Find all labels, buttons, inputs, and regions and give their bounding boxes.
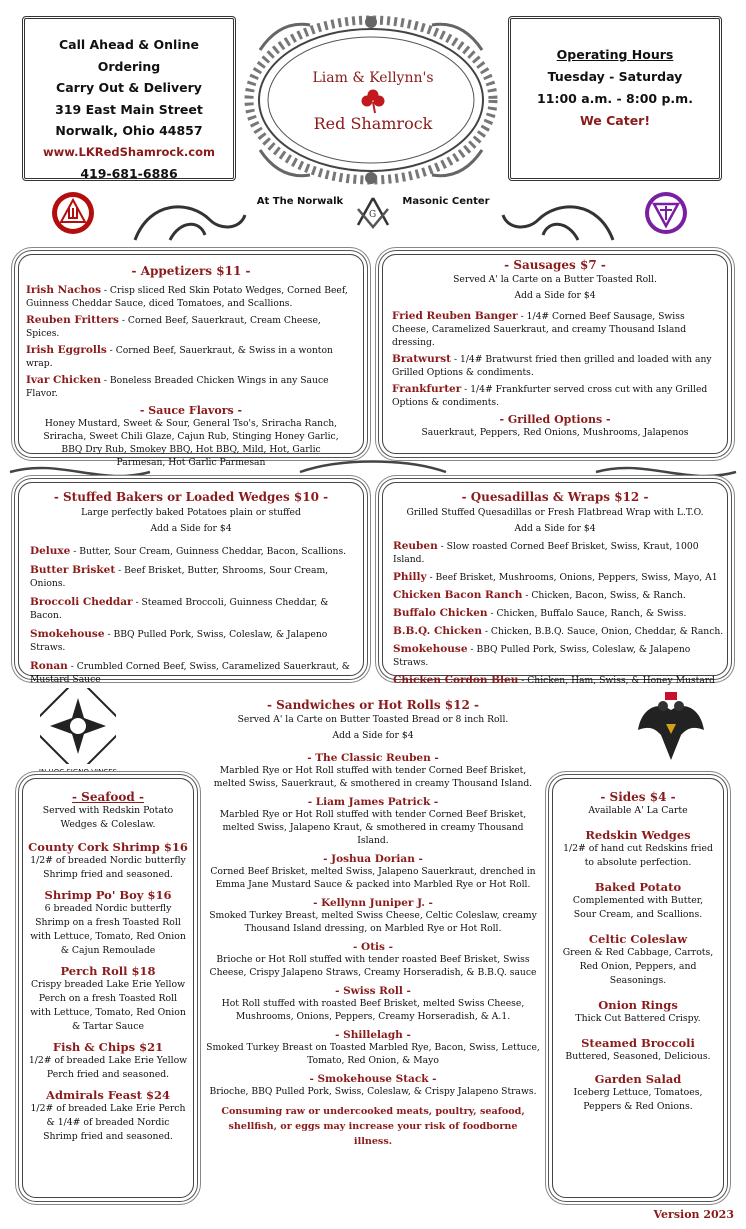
hours-time: 11:00 a.m. - 8:00 p.m. <box>537 91 693 106</box>
menu-item: Irish Nachos - Crisp sliced Red Skin Potato Wedges, Corned Beef, Guinness Cheddar Sauce, diced Tomatoes, and Scallions. <box>26 284 348 309</box>
quesadillas-sub2: Add a Side for $4 <box>514 523 596 534</box>
side-item-name: Celtic Coleslaw <box>588 932 688 946</box>
side-item-name: Redskin Wedges <box>585 828 691 842</box>
menu-item: Deluxe - Butter, Sour Cream, Guinness Cheddar, Bacon, Scallions. <box>30 545 347 557</box>
contact-carryout: Carry Out & Delivery <box>56 80 202 95</box>
sandwiches-list <box>206 752 540 1149</box>
sauce-flavors-title: - Sauce Flavors - <box>139 404 243 417</box>
side-item-name: Onion Rings <box>598 998 678 1012</box>
seafood-item-desc: 6 breaded Nordic butterfly Shrimp on a fresh Toasted Roll with Lettuce, Tomato, Red Onion & Cajun Remoulade <box>30 903 186 956</box>
location-right: Masonic Center <box>402 196 490 207</box>
svg-text:G: G <box>369 210 377 220</box>
menu-item: Butter Brisket - Beef Brisket, Butter, Shrooms, Sour Cream, Onions. <box>30 564 329 589</box>
brand-name-top: Liam & Kellynn's <box>312 70 434 86</box>
quesadillas-list <box>393 540 725 691</box>
double-headed-eagle-icon <box>636 690 706 764</box>
scroll-flourish-right <box>498 190 618 246</box>
side-item-name: Steamed Broccoli <box>581 1036 695 1050</box>
sandwich-item: - Kellynn Juniper J. - Smoked Turkey Breast, melted Swiss Cheese, Celtic Coleslaw, creamy Thousand Island dressing, on Marbled Rye or Hot Roll. <box>209 897 537 934</box>
grilled-options-list: Sauerkraut, Peppers, Red Onions, Mushrooms, Jalapenos <box>421 427 689 438</box>
side-item-name: Baked Potato <box>594 880 682 894</box>
side-item-name: Garden Salad <box>594 1072 682 1086</box>
side-item-desc: Green & Red Cabbage, Carrots, Red Onion, Peppers, and Seasonings. <box>562 947 714 986</box>
scroll-flourish-left <box>130 190 250 246</box>
menu-item: Smokehouse - BBQ Pulled Pork, Swiss, Coleslaw, & Jalapeno Straws. <box>393 643 691 668</box>
menu-item: Ronan - Crumbled Corned Beef, Swiss, Caramelized Sauerkraut, & Mustard Sauce <box>30 660 350 685</box>
bakers-sub1: Large perfectly baked Potatoes plain or stuffed <box>81 507 301 518</box>
sandwich-item: - The Classic Reuben - Marbled Rye or Hot Roll stuffed with tender Corned Beef Brisket, melted Swiss, Sauerkraut, & smothered in creamy Thousand Island. <box>213 752 533 789</box>
menu-item: B.B.Q. Chicken - Chicken, B.B.Q. Sauce, Onion, Cheddar, & Ranch. <box>393 625 724 637</box>
hours-days: Tuesday - Saturday <box>547 69 683 84</box>
location-left: At The Norwalk <box>256 196 344 207</box>
sides-title: - Sides $4 - <box>600 790 676 804</box>
seafood-sub: Served with Redskin Potato Wedges & Coleslaw. <box>42 805 174 830</box>
side-item-desc: Iceberg Lettuce, Tomatoes, Peppers & Red Onions. <box>573 1087 703 1112</box>
seafood-item-name: County Cork Shrimp $16 <box>28 840 188 854</box>
seafood-item-desc: 1/2# of breaded Lake Erie Perch & 1/4# of breaded Nordic Shrimp fried and seasoned. <box>30 1103 186 1142</box>
menu-item: Reuben Fritters - Corned Beef, Sauerkraut, Cream Cheese, Spices. <box>26 314 321 339</box>
menu-item: Smokehouse - BBQ Pulled Pork, Swiss, Coleslaw, & Jalapeno Straws. <box>30 628 328 653</box>
sides-sub: Available A' La Carte <box>588 805 688 816</box>
menu-item: Chicken Bacon Ranch - Chicken, Bacon, Swiss, & Ranch. <box>393 589 686 601</box>
quesadillas-sub1: Grilled Stuffed Quesadillas or Fresh Flatbread Wrap with L.T.O. <box>406 507 704 518</box>
contact-info <box>26 34 232 185</box>
contact-address: 319 East Main Street <box>55 101 203 117</box>
menu-item: Reuben - Slow roasted Corned Beef Brisket, Swiss, Kraut, 1000 Island. <box>393 540 699 565</box>
grilled-options-title: - Grilled Options - <box>499 413 611 426</box>
sauce-flavors-list: Honey Mustard, Sweet & Sour, General Tso's, Sriracha Ranch, Sriracha, Sweet Chili Glaze, Cajun Rub, Stinging Honey Garlic, BBQ Dry Rub, Smokey BBQ, Hot BBQ, Mild, Hot, Garlic Parmesan, Hot Garlic Parmesan <box>43 418 339 468</box>
website-link[interactable]: www.LKRedShamrock.com <box>43 144 215 159</box>
seafood-box <box>28 790 188 1144</box>
appetizers-title: - Appetizers $11 - <box>131 264 251 278</box>
shamrock-icon <box>360 88 386 114</box>
menu-item: Philly - Beef Brisket, Mushrooms, Onions, Peppers, Swiss, Mayo, A1 <box>393 571 718 583</box>
brand-name-main: Red Shamrock <box>313 114 433 133</box>
contact-city: Norwalk, Ohio 44857 <box>55 123 203 138</box>
seafood-item-desc: 1/2# of breaded Lake Erie Yellow Perch fried and seasoned. <box>28 1055 188 1080</box>
templar-motto: IN HOC SIGNO VINCES <box>38 768 118 776</box>
sausages-list <box>392 310 718 439</box>
hours-title: Operating Hours <box>556 47 674 62</box>
menu-item: Bratwurst - 1/4# Bratwurst fried then grilled and loaded with any Grilled Options & condiments. <box>392 353 712 378</box>
menu-item: Fried Reuben Banger - 1/4# Corned Beef Sausage, Swiss Cheese, Caramelized Sauerkraut, and creamy Thousand Island dressing. <box>392 310 687 348</box>
square-compass-icon <box>350 195 396 231</box>
version-label: Version 2023 <box>653 1208 734 1221</box>
seafood-title: - Seafood - <box>72 790 144 804</box>
sandwich-item: - Smokehouse Stack - Brioche, BBQ Pulled Pork, Swiss, Coleslaw, & Crispy Jalapeno Straws. <box>209 1073 537 1097</box>
catering-note: We Cater! <box>579 113 651 128</box>
sausages-sub2: Add a Side for $4 <box>514 290 596 301</box>
menu-item: Frankfurter - 1/4# Frankfurter served cross cut with any Grilled Options & condiments. <box>392 383 708 408</box>
bakers-list <box>30 545 356 690</box>
sandwich-item: - Swiss Roll - Hot Roll stuffed with roasted Beef Brisket, melted Swiss Cheese, Mushrooms, Onions, Peppers, Creamy Horseradish, & A.1. <box>221 985 525 1022</box>
seafood-item-desc: Crispy breaded Lake Erie Yellow Perch on a fresh Toasted Roll with Lettuce, Tomato, Red Onion & Tartar Sauce <box>30 979 186 1032</box>
phone-number[interactable]: 419-681-6886 <box>80 166 178 181</box>
seafood-item-name: Shrimp Po' Boy $16 <box>44 888 172 902</box>
bakers-sub2: Add a Side for $4 <box>150 523 232 534</box>
sandwich-item: - Liam James Patrick - Marbled Rye or Hot Roll stuffed with tender Corned Beef Brisket, melted Swiss, Jalapeno Kraut, & smothered in creamy Thousand Island. <box>219 796 527 846</box>
bakers-title: - Stuffed Bakers or Loaded Wedges $10 - <box>53 490 329 504</box>
menu-item: Broccoli Cheddar - Steamed Broccoli, Guinness Cheddar, & Bacon. <box>30 596 329 621</box>
hours-info <box>512 44 718 132</box>
sandwich-item: - Joshua Dorian - Corned Beef Brisket, melted Swiss, Jalapeno Sauerkraut, drenched in Emma Jane Mustard Sauce & packed into Marbled Rye or Hot Roll. <box>210 853 536 890</box>
contact-ordering: Call Ahead & Online Ordering <box>58 37 200 74</box>
seafood-item-name: Perch Roll $18 <box>60 964 156 978</box>
food-safety-warning: Consuming raw or undercooked meats, poultry, seafood, shellfish, or eggs may increase your risk of foodborne illness. <box>221 1106 525 1147</box>
sausages-title: - Sausages $7 - <box>504 258 606 272</box>
seafood-item-desc: 1/2# of breaded Nordic butterfly Shrimp fried and seasoned. <box>30 855 186 880</box>
cryptic-council-emblem-icon <box>643 190 689 236</box>
side-item-desc: 1/2# of hand cut Redskins fried to absolute perfection. <box>563 843 713 868</box>
sandwich-item: - Shillelagh - Smoked Turkey Breast on Toasted Marbled Rye, Bacon, Swiss, Lettuce, Tomato, Red Onion, & Mayo <box>206 1029 540 1066</box>
side-item-desc: Buttered, Seasoned, Delicious. <box>565 1051 711 1062</box>
sandwiches-title: - Sandwiches or Hot Rolls $12 - <box>266 698 479 712</box>
menu-item: Irish Eggrolls - Corned Beef, Sauerkraut, & Swiss in a wonton wrap. <box>26 344 333 369</box>
sides-box <box>556 790 720 1114</box>
knights-templar-cross-icon <box>40 688 116 764</box>
menu-item: Buffalo Chicken - Chicken, Buffalo Sauce, Ranch, & Swiss. <box>393 607 687 619</box>
menu-item: Ivar Chicken - Boneless Breaded Chicken Wings in any Sauce Flavor. <box>26 374 329 399</box>
side-item-desc: Thick Cut Battered Crispy. <box>575 1013 701 1024</box>
sausages-sub1: Served A' la Carte on a Butter Toasted Roll. <box>453 274 657 285</box>
quesadillas-title: - Quesadillas & Wraps $12 - <box>461 490 649 504</box>
sandwiches-sub2: Add a Side for $4 <box>332 730 414 741</box>
side-item-desc: Complemented with Butter, Sour Cream, and Scallions. <box>572 895 704 920</box>
seafood-item-name: Admirals Feast $24 <box>46 1088 170 1102</box>
sandwiches-sub1: Served A' la Carte on Butter Toasted Bread or 8 inch Roll. <box>237 714 509 725</box>
royal-arch-emblem-icon <box>50 190 96 236</box>
menu-item: Chicken Cordon Bleu - Chicken, Ham, Swiss, & Honey Mustard <box>393 674 716 686</box>
sandwich-item: - Otis - Brioche or Hot Roll stuffed with tender roasted Beef Brisket, Swiss Cheese, Crispy Jalapeno Straws, Creamy Horseradish, & B.B.Q. sauce <box>209 941 537 978</box>
seafood-item-name: Fish & Chips $21 <box>52 1040 164 1054</box>
appetizers-list <box>26 284 356 469</box>
